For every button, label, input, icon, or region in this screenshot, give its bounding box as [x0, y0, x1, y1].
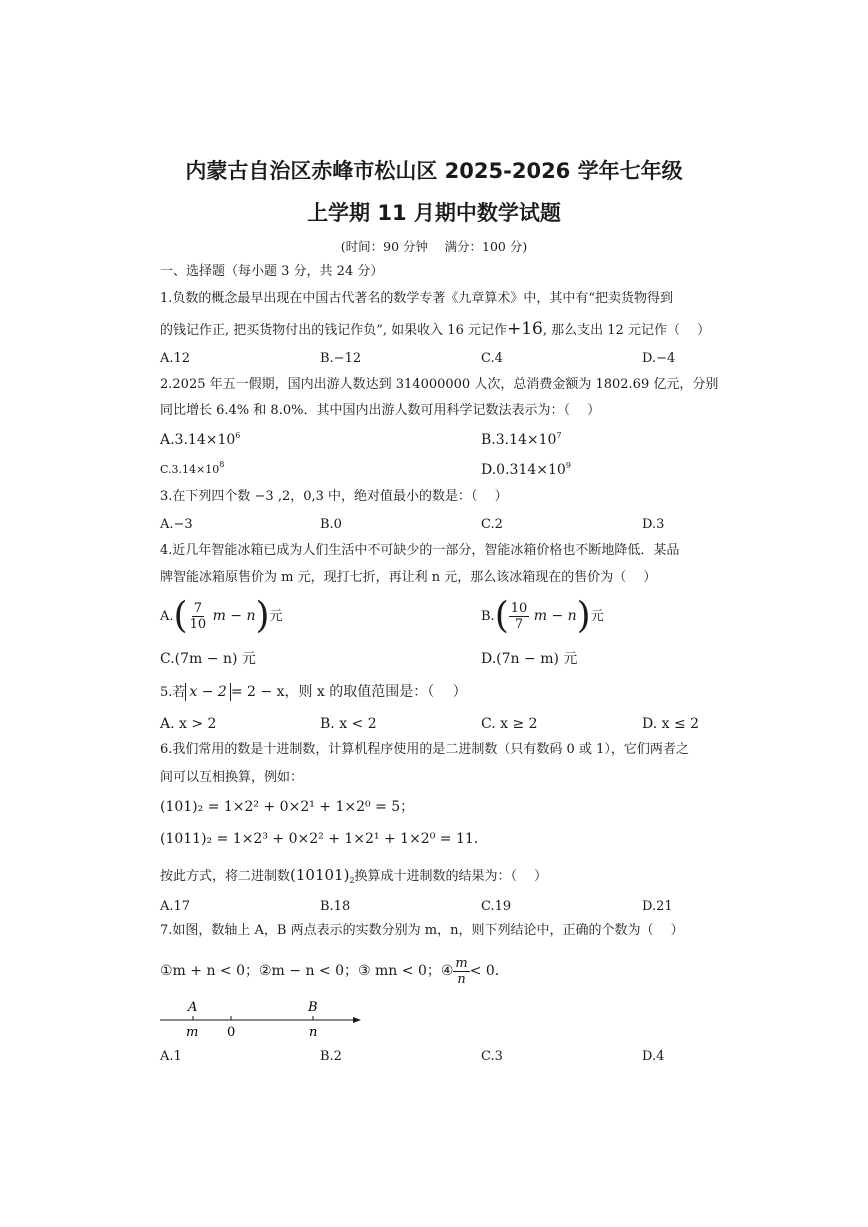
point-n-label: n [309, 1025, 318, 1040]
q4-option-a-denominator: 10 [189, 617, 207, 632]
q7-fraction-tail: < 0． [469, 963, 509, 979]
q4-option-b-fraction [509, 601, 530, 632]
point-a-label: A [188, 1000, 198, 1015]
q4-option-b-letter: B. [481, 609, 495, 624]
q4-option-a-fraction [188, 601, 209, 632]
exam-title-line1: 内蒙古自治区赤峰市松山区 2025-2026 学年七年级 [185, 159, 683, 183]
q6-option-b[interactable]: B.18 [320, 899, 351, 914]
q7-line1: 7.如图，数轴上 A，B 两点表示的实数分别为 m，n，则下列结论中，正确的个数为（ ） [160, 923, 684, 938]
q6-option-a[interactable]: A.17 [160, 899, 191, 914]
q5-prefix: 5.若 [160, 685, 186, 700]
q3-option-b[interactable]: B.0 [320, 517, 342, 532]
q4-option-a-letter: A. [160, 609, 174, 624]
q1-line2-a: 的钱记作正, 把买货物付出的钱记作负”, 如果收入 16 元记作 [160, 323, 507, 338]
q4-option-a[interactable] [160, 596, 283, 636]
q4-line2: 牌智能冰箱原售价为 m 元，现打七折，再让利 n 元，那么该冰箱现在的售价为（ ） [160, 570, 657, 585]
q5-option-b[interactable]: B. x < 2 [320, 716, 377, 732]
q4-option-b-rparen: ) [576, 595, 591, 637]
q7-conditions [160, 954, 509, 988]
q4-option-b[interactable] [481, 596, 604, 636]
q7-option-a[interactable]: A.1 [160, 1049, 182, 1064]
q3-option-d[interactable]: D.3 [642, 517, 665, 532]
point-m-label: m [186, 1025, 199, 1040]
q6-equation2: (1011)₂ = 1×2³ + 0×2² + 1×2¹ + 1×2⁰ = 11． [160, 831, 488, 847]
q1-option-c[interactable]: C.4 [481, 351, 503, 366]
q2-option-d[interactable] [481, 462, 571, 479]
q1-option-d[interactable]: D.−4 [642, 351, 676, 366]
q3-line1: 3.在下列四个数 −3 ,2，0,3 中，绝对值最小的数是：（ ） [160, 489, 508, 504]
q5-option-a[interactable]: A. x > 2 [160, 716, 217, 732]
q4-option-d[interactable]: D.(7n − m) 元 [481, 651, 578, 667]
q1-line2 [160, 321, 710, 339]
q6-option-c[interactable]: C.19 [481, 899, 512, 914]
q4-option-b-unit: 元 [590, 609, 604, 624]
q6-line3-suffix: 换算成十进制数的结果为：（ ） [354, 869, 548, 884]
q7-option-b[interactable]: B.2 [320, 1049, 342, 1064]
point-b-label: B [308, 1000, 318, 1015]
q5-option-d[interactable]: D. x ≤ 2 [642, 716, 700, 732]
q6-binary-base: 2 [349, 876, 355, 885]
q2-option-d-base: D.0.314×10 [481, 462, 566, 478]
origin-label: 0 [227, 1025, 236, 1040]
q5-line1 [160, 683, 467, 701]
section-heading: 一、选择题（每小题 3 分，共 24 分） [160, 264, 384, 279]
q1-option-b[interactable]: B.−12 [320, 351, 362, 366]
q2-option-d-exp: 9 [565, 461, 571, 470]
q4-option-b-expr: m − n [529, 608, 577, 624]
q5-option-c[interactable]: C. x ≥ 2 [481, 716, 538, 732]
q3-option-a[interactable]: A.−3 [160, 517, 193, 532]
q4-line1: 4.近几年智能冰箱已成为人们生活中不可缺少的一部分，智能冰箱价格也不断地降低．某品 [160, 543, 680, 558]
q4-option-b-numerator: 10 [510, 601, 528, 616]
q2-option-a-exp: 6 [235, 431, 241, 440]
q7-option-c[interactable]: C.3 [481, 1049, 503, 1064]
q7-fraction-denominator: n [457, 972, 466, 987]
q1-line2-c: , 那么支出 12 元记作（ ） [542, 323, 711, 338]
q7-fraction [453, 956, 469, 987]
q6-line2: 间可以互相换算，例如： [160, 770, 304, 785]
q4-option-c[interactable]: C.(7m − n) 元 [160, 651, 256, 667]
q4-option-a-rparen: ) [255, 595, 270, 637]
q5-absolute-value: x − 2 [185, 683, 230, 701]
q4-option-a-expr: m − n [208, 608, 256, 624]
number-line-arrow-icon [353, 1017, 361, 1023]
exam-info: (时间：90 分钟 满分：100 分) [340, 239, 528, 254]
q4-option-b-denominator: 7 [514, 617, 524, 632]
q4-option-a-lparen: ( [173, 595, 188, 637]
q6-line3 [160, 867, 547, 885]
q6-line3-prefix: 按此方式，将二进制数 [160, 869, 291, 884]
q7-option-d[interactable]: D.4 [642, 1049, 665, 1064]
q2-line2: 同比增长 6.4% 和 8.0%．其中国内出游人数可用科学记数法表示为：（ ） [160, 403, 601, 418]
q2-option-c-base: C.3.14×10 [160, 463, 220, 476]
q2-option-a-base: A.3.14×10 [160, 432, 236, 448]
q2-option-b[interactable] [481, 432, 562, 449]
q6-binary-number: (10101) [290, 866, 350, 884]
q2-option-b-exp: 7 [556, 431, 562, 440]
q4-option-b-lparen: ( [494, 595, 509, 637]
q1-option-a[interactable]: A.12 [160, 351, 191, 366]
q2-option-c-exp: 8 [219, 460, 225, 469]
q3-option-c[interactable]: C.2 [481, 517, 503, 532]
q6-option-d[interactable]: D.21 [642, 899, 673, 914]
number-line-figure [155, 996, 375, 1042]
q2-option-c[interactable] [160, 462, 224, 478]
q2-line1: 2.2025 年五一假期，国内出游人数达到 314000000 人次，总消费金额为 1802.69 亿元，分别 [160, 377, 719, 392]
q4-option-a-numerator: 7 [193, 601, 202, 616]
q5-suffix: = 2 − x，则 x 的取值范围是：（ ） [230, 684, 467, 700]
q7-fraction-numerator: m [455, 956, 468, 971]
q4-option-a-unit: 元 [269, 609, 283, 624]
q1-line1: 1.负数的概念最早出现在中国古代著名的数学专著《九章算术》中，其中有“把卖货物得到 [160, 291, 674, 306]
exam-title-line2: 上学期 11 月期中数学试题 [307, 201, 561, 225]
q7-conditions-text: ①m + n < 0；②m − n < 0；③ mn < 0；④ [160, 963, 454, 979]
q6-line1: 6.我们常用的数是十进制数，计算机程序使用的是二进制数（只有数码 0 或 1），它们两者之 [160, 742, 689, 757]
q2-option-a[interactable] [160, 432, 240, 449]
q1-value: +16 [506, 319, 543, 339]
q2-option-b-base: B.3.14×10 [481, 432, 557, 448]
q6-equation1: (101)₂ = 1×2² + 0×2¹ + 1×2⁰ = 5； [160, 799, 415, 815]
